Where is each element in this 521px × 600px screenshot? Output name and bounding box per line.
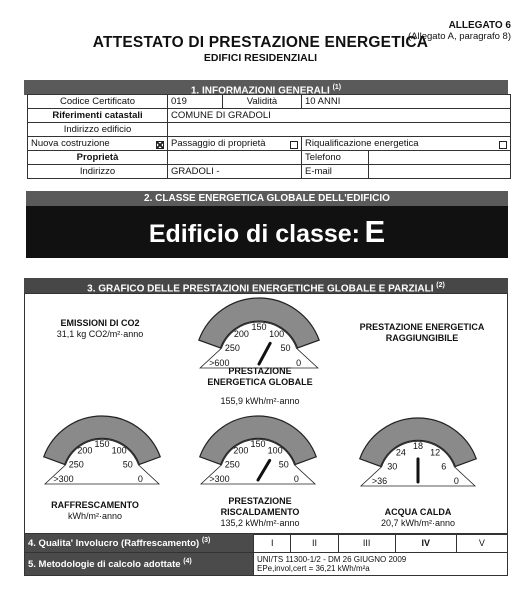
bottom-table bbox=[24, 533, 508, 576]
globale-caption bbox=[190, 366, 330, 407]
passaggio-label: Passaggio di proprietà bbox=[171, 137, 266, 149]
gauge-tick-label: 100 bbox=[269, 328, 285, 339]
page-subtitle: EDIFICI RESIDENZIALI bbox=[203, 52, 318, 64]
codice-value: 019 bbox=[168, 95, 223, 109]
section-1-note: (1) bbox=[332, 84, 342, 91]
proprieta-label: Proprietà bbox=[28, 151, 168, 165]
indirizzo-value: GRADOLI - bbox=[168, 165, 302, 179]
acqua-caption bbox=[358, 507, 478, 529]
raffrescamento-label: RAFFRESCAMENTO bbox=[51, 500, 139, 510]
telefono-label: Telefono bbox=[302, 151, 369, 165]
annex-label: ALLEGATO 6 bbox=[448, 20, 511, 31]
gauge-tick-label: 200 bbox=[233, 445, 249, 456]
methodology-line-1: UNI/TS 11300-1/2 - DM 26 GIUGNO 2009 bbox=[257, 555, 407, 564]
methodology-cell bbox=[254, 553, 508, 576]
indirizzo-label: Indirizzo bbox=[28, 165, 168, 179]
page-title: ATTESTATO DI PRESTAZIONE ENERGETICA bbox=[92, 34, 429, 51]
quality-class-3: III bbox=[338, 534, 395, 553]
section-1-title: 1. INFORMAZIONI GENERALI bbox=[190, 85, 330, 97]
gauge-tick-label: 100 bbox=[111, 445, 127, 456]
gauge-tick-label: 0 bbox=[293, 474, 299, 484]
acqua-label: ACQUA CALDA bbox=[384, 507, 452, 517]
gauge-tick-label: 200 bbox=[233, 328, 249, 339]
gauge-tick-label: 150 bbox=[250, 438, 266, 449]
section-4-header bbox=[25, 534, 254, 553]
globale-value: 155,9 kWh/m²·anno bbox=[220, 396, 300, 406]
indirizzo-edificio-label: Indirizzo edificio bbox=[28, 123, 168, 137]
achievable-label: PRESTAZIONE ENERGETICA RAGGIUNGIBILE bbox=[359, 322, 485, 343]
email-label: E-mail bbox=[302, 165, 369, 179]
nuova-costruzione-label: Nuova costruzione bbox=[31, 137, 110, 149]
methodology-line-2: EPe,invol,cert = 36,21 kWh/m²a bbox=[257, 564, 370, 573]
riferimenti-value: COMUNE DI GRADOLI bbox=[168, 109, 511, 123]
quality-class-2: II bbox=[291, 534, 338, 553]
validita-label: Validità bbox=[223, 95, 302, 109]
gauge-tick-label: >600 bbox=[209, 358, 230, 368]
globale-label-1: PRESTAZIONE bbox=[228, 366, 292, 376]
gauge-tick-label: 50 bbox=[280, 342, 291, 353]
gauge-tick-label: 150 bbox=[251, 321, 267, 332]
riscaldamento-label-1: PRESTAZIONE bbox=[228, 496, 292, 506]
section-3-note: (2) bbox=[436, 282, 445, 289]
section-5-note: (4) bbox=[183, 557, 192, 565]
gauge-tick-label: 12 bbox=[430, 447, 441, 458]
quality-class-5: V bbox=[456, 534, 507, 553]
gauge-tick-label: 250 bbox=[68, 459, 84, 470]
gauge-acqua bbox=[360, 418, 477, 486]
validita-value: 10 ANNI bbox=[302, 95, 511, 109]
riqualificazione-label: Riqualificazione energetica bbox=[305, 137, 419, 149]
gauge-riscaldamento bbox=[200, 416, 317, 484]
gauge-tick-label: 50 bbox=[278, 459, 289, 470]
globale-label-2: ENERGETICA GLOBALE bbox=[207, 377, 313, 387]
gauge-tick-label: 6 bbox=[441, 461, 447, 472]
co2-label: EMISSIONI DI CO2 bbox=[60, 318, 140, 328]
gauge-tick-label: 0 bbox=[296, 358, 302, 368]
energy-class-label: Edificio di classe: bbox=[148, 220, 361, 248]
gauge-tick-label: 250 bbox=[224, 459, 240, 470]
raffrescamento-caption bbox=[40, 500, 150, 522]
gauge-globale bbox=[199, 298, 319, 368]
gauge-raffrescamento bbox=[44, 416, 161, 484]
gauge-tick-label: 200 bbox=[77, 445, 93, 456]
section-5-title: 5. Metodologie di calcolo adottate bbox=[28, 559, 181, 571]
co2-value: 31,1 kg CO2/m²·anno bbox=[56, 329, 144, 339]
gauge-tick-label: 150 bbox=[94, 438, 110, 449]
gauge-tick-label: 250 bbox=[224, 342, 240, 353]
gauge-tick-label: 24 bbox=[395, 447, 406, 458]
section-4-title: 4. Qualita' Involucro (Raffrescamento) bbox=[28, 538, 200, 550]
quality-class-4: IV bbox=[395, 534, 456, 553]
gauge-tick-label: >36 bbox=[371, 476, 388, 486]
section-3-title: 3. GRAFICO DELLE PRESTAZIONI ENERGETICHE GLOBALE E PARZIALI bbox=[87, 283, 434, 295]
gauge-tick-label: 30 bbox=[387, 461, 398, 472]
gauge-tick-label: 0 bbox=[137, 474, 143, 484]
gauge-tick-label: 50 bbox=[122, 459, 133, 470]
riferimenti-label: Riferimenti catastali bbox=[28, 109, 168, 123]
section-2-header: 2. CLASSE ENERGETICA GLOBALE DELL'EDIFICIO bbox=[26, 191, 508, 206]
gauge-tick-label: 0 bbox=[453, 476, 459, 486]
riscaldamento-caption bbox=[190, 496, 330, 529]
gauge-tick-label: 100 bbox=[267, 445, 283, 456]
quality-class-1: I bbox=[254, 534, 291, 553]
codice-label: Codice Certificato bbox=[28, 95, 168, 109]
riscaldamento-label-2: RISCALDAMENTO bbox=[220, 507, 300, 517]
section-4-note: (3) bbox=[201, 536, 211, 544]
gauge-tick-label: >300 bbox=[209, 474, 230, 484]
annex-reference: (Allegato A, paragrafo 8) bbox=[408, 31, 511, 42]
energy-class-value: E bbox=[364, 214, 386, 249]
gauge-tick-label: >300 bbox=[53, 474, 74, 484]
riscaldamento-value: 135,2 kWh/m²·anno bbox=[220, 518, 300, 528]
raffrescamento-value: kWh/m²·anno bbox=[67, 511, 122, 521]
gauge-tick-label: 18 bbox=[412, 440, 424, 451]
section-5-header bbox=[25, 553, 254, 576]
acqua-value: 20,7 kWh/m²·anno bbox=[380, 518, 456, 528]
